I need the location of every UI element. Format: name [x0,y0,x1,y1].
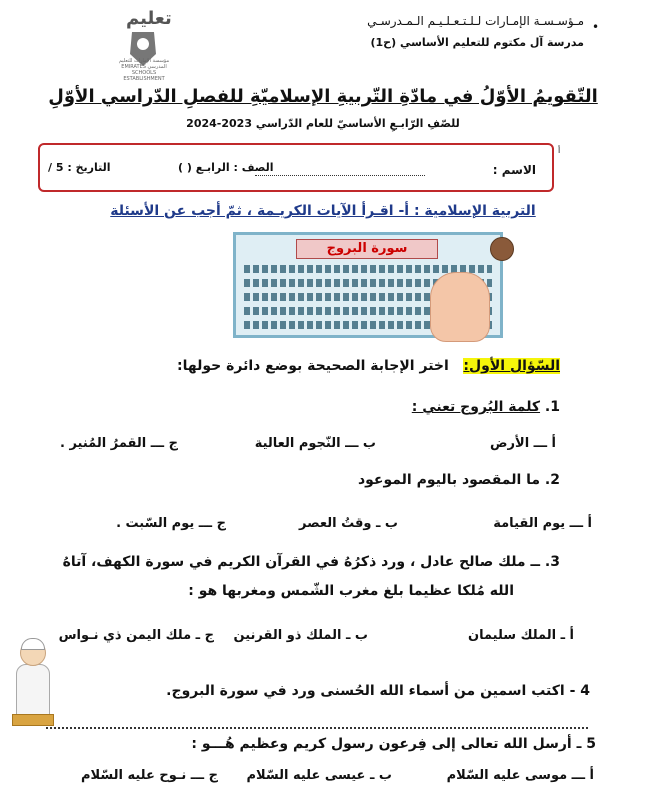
box-mark: أ [558,146,561,155]
page-subtitle: للصّفِ الرّابـعِ الأساسيّ للعام الدّراسي 2023-2024 [186,117,460,130]
option-b[interactable]: ب ـ وقتُ العصر [298,516,398,531]
question-4 [166,683,590,699]
option-c[interactable]: ج ـــ يوم السّبت . [116,516,226,531]
option-c[interactable]: ج ـ ملك اليمن ذي نـواس [58,628,214,643]
question-group-instruction: اختر الإجابة الصحيحة بوضع دائرة حولها: [177,358,449,374]
question-3 [63,554,560,570]
question-1 [412,399,560,415]
question-group-label: السّؤال الأول: [463,358,560,374]
date-label: التاريخ : 5 / [48,161,111,174]
question-text: ما المقصود باليوم الموعود [357,472,541,488]
option-a[interactable]: أ ـــ موسى عليه السّلام [446,768,594,783]
option-b[interactable]: ب ـ الملك ذو القرنين [233,628,368,643]
question-number: 1. [544,399,560,415]
school-name: مدرسة آل مكتوم للتعليم الأساسي (ح1) [370,36,584,49]
question-group-heading [177,358,560,374]
pointing-hand-icon [430,272,490,342]
option-a[interactable]: أ ـــ الأرض [490,436,556,451]
praying-boy-illustration [12,640,52,730]
option-b[interactable]: ب ـ عيسى عليه السّلام [246,768,392,783]
student-info-box [38,143,554,192]
teacher-avatar-icon [490,237,514,261]
logo-wordmark: تعليم [126,8,172,29]
option-a[interactable]: أ ـ الملك سليمان [467,628,574,643]
surah-banner: سورة البروج [296,239,438,259]
question-number: 3. [544,554,560,570]
answer-line[interactable] [46,727,588,729]
option-b[interactable]: ب ـــ النّجوم العالية [254,436,376,451]
option-c[interactable]: ج ـــ نـوح عليه السّلام [81,768,218,783]
question-2 [358,472,560,488]
question-text: كلمة البُروج تعني : [411,399,541,415]
logo-subtitle: مؤسسة الإمارات للتعليم المدرسي EMIRATES SCHOOLS ESTABLISHMENT [118,58,170,82]
question-5 [191,736,596,752]
option-c[interactable]: ج ـــ القمرُ المُنير . [60,436,178,451]
question-number: 4 - [569,683,590,699]
question-text: أرسل الله تعالى إلى فِرعون رسول كريم وعظيم هُـــو : [191,736,572,752]
section-title: التربية الإسلامية : أ- اقـرأ الآيات الكريـمة ، ثمّ أجب عن الأسئلة [110,203,536,219]
name-label: الاسم : [492,163,536,177]
question-text: ــ ملك صالح عادل ، ورد ذكرُهُ في القرآن الكريم في سورة الكهف، آتاهُ [62,554,541,570]
school-logo [112,8,174,84]
question-text: اكتب اسمين من أسماء الله الحُسنى ورد في سورة البروج. [166,683,565,699]
page-title: التّقويمُ الأوّلُ في مادّةِ التّربيةِ الإسلاميّةِ للفصلِ الدّراسي الأوّلِ [48,86,598,107]
institution-name: مـؤسـسـة الإمـارات لـلـتـعـلـيـم الـمـدرسـي [367,14,584,28]
class-label: الصف : الرابـع ( ) [178,161,274,174]
question-3-line-2: الله مُلكا عظيما بلغ مغرب الشّمس ومغربها هو : [188,583,514,599]
option-a[interactable]: أ ـــ يوم القيامة [493,516,592,531]
question-number: 5 ـ [576,736,596,752]
name-field[interactable] [255,175,425,176]
question-number: 2. [544,472,560,488]
bullet-mark: • [592,20,600,34]
